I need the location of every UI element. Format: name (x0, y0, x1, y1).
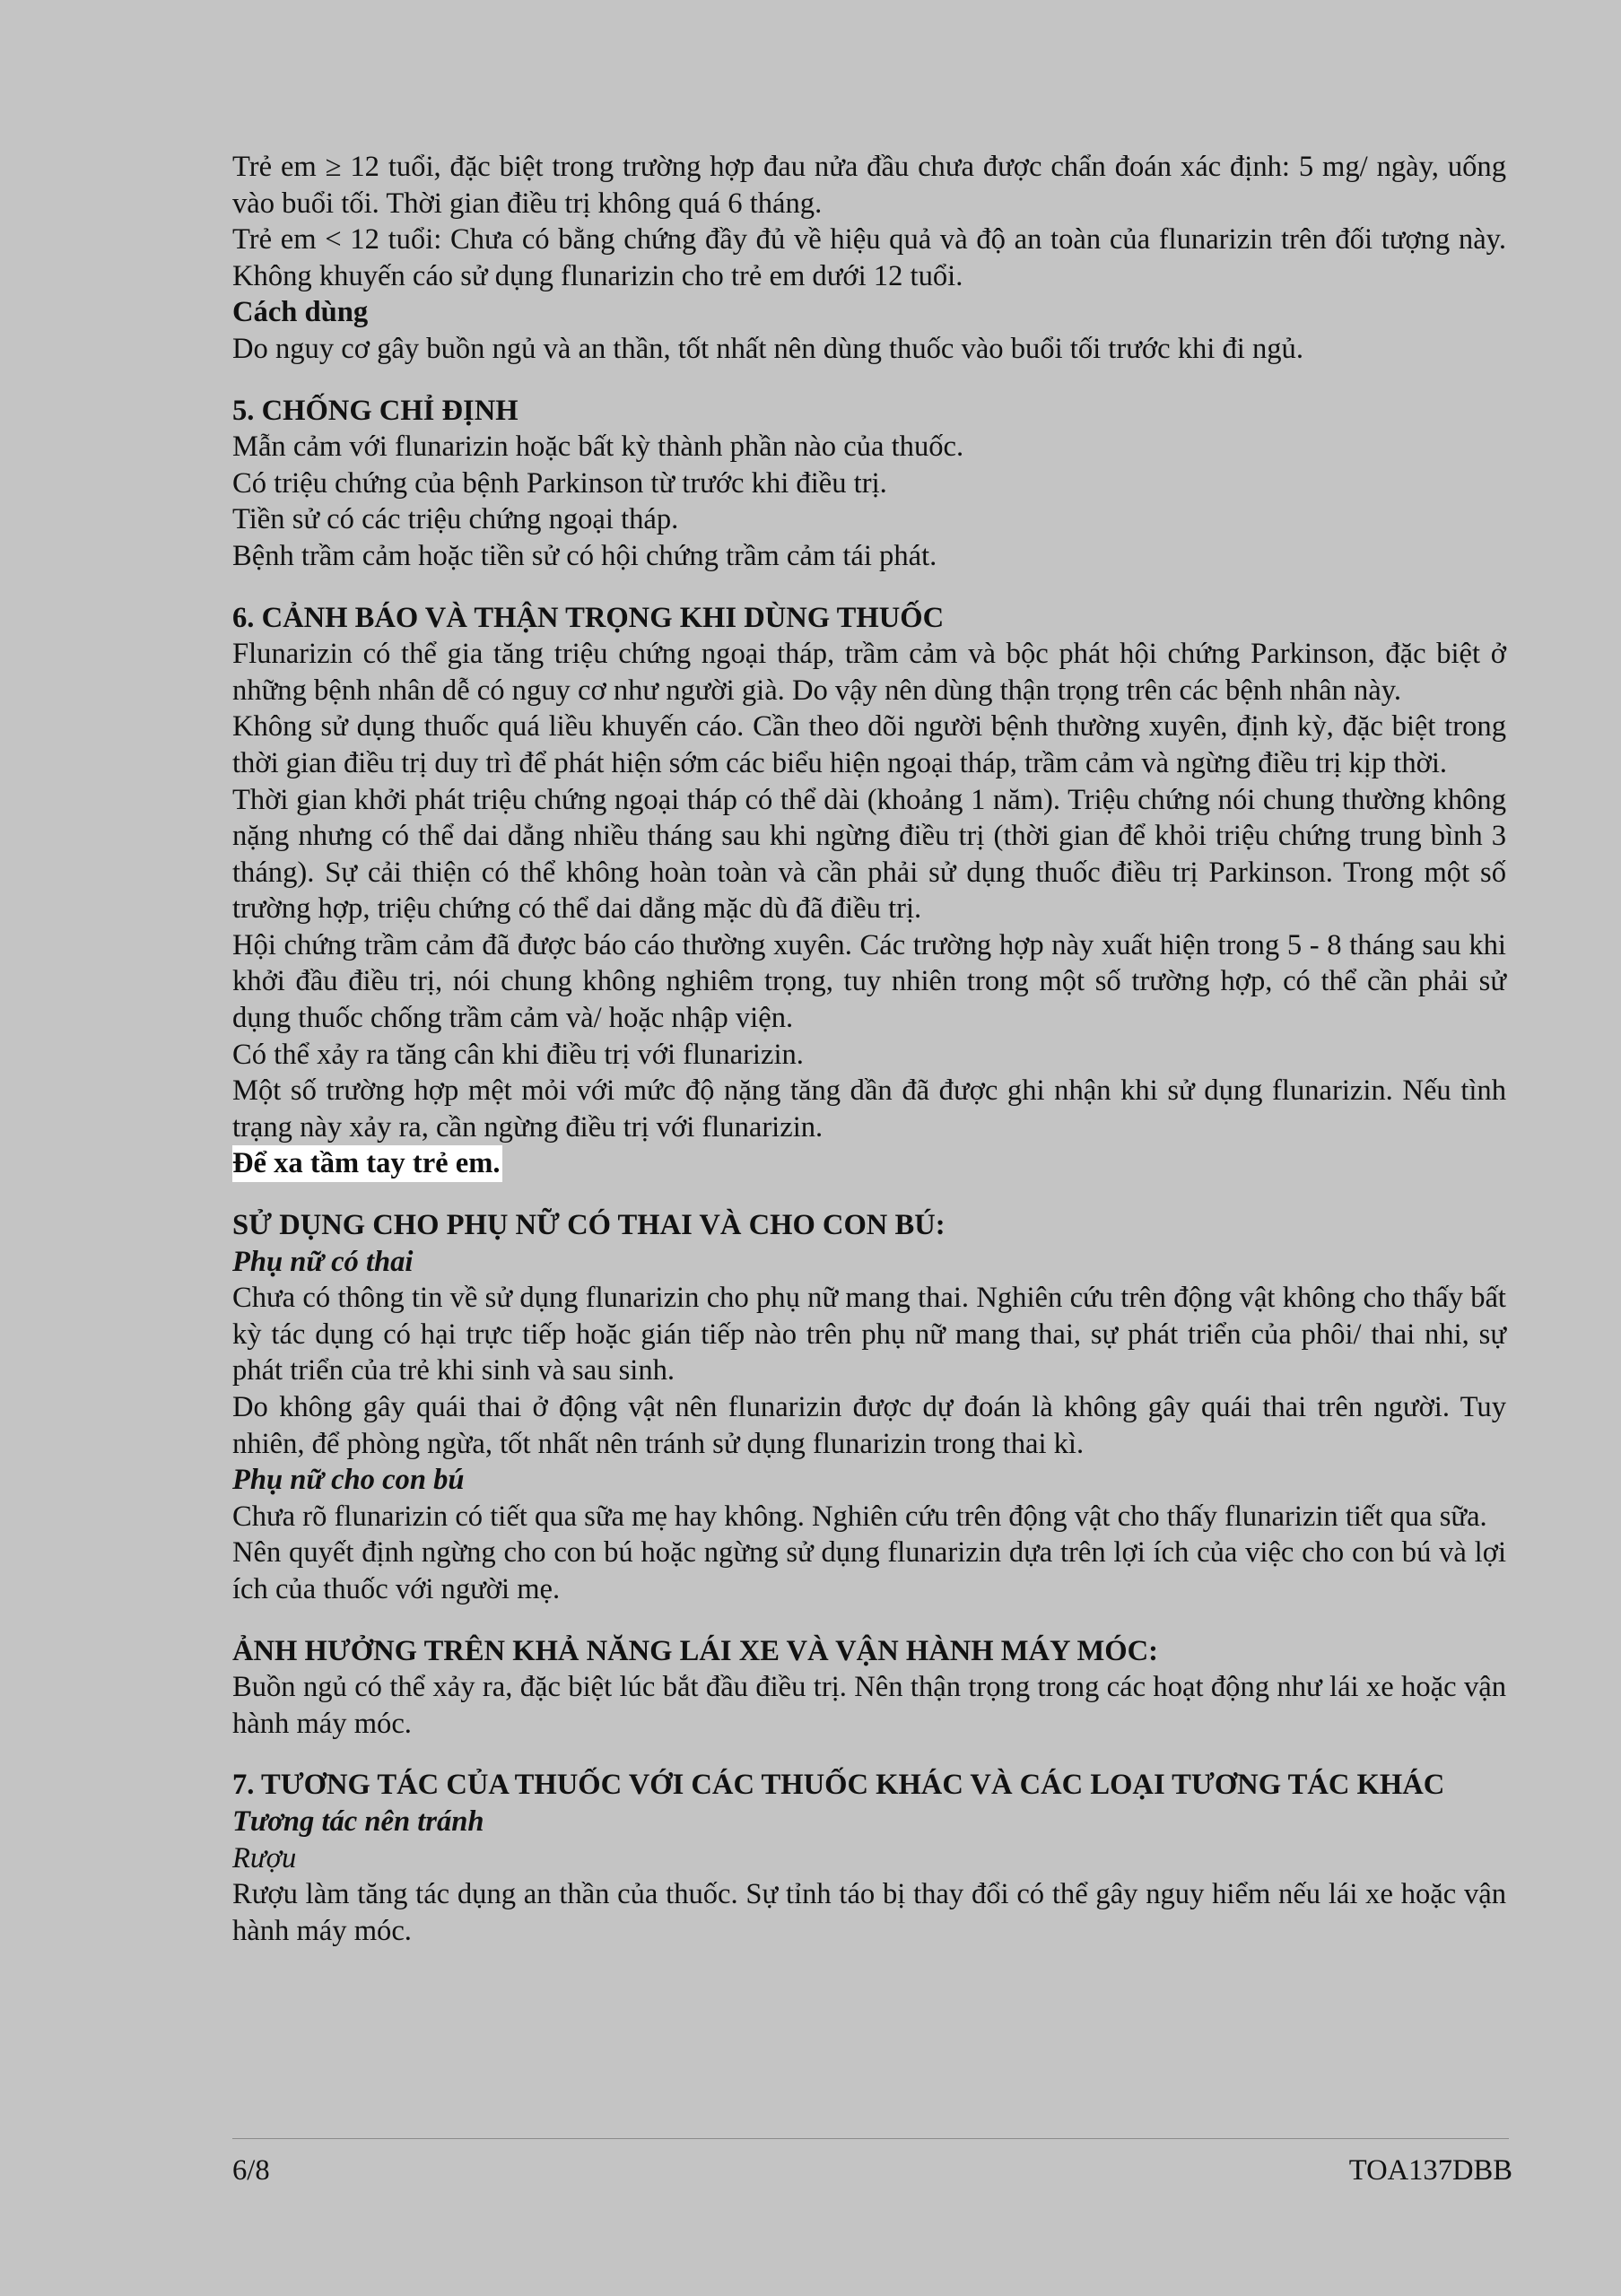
interactions-heading: 7. TƯƠNG TÁC CỦA THUỐC VỚI CÁC THUỐC KHÁC VÀ CÁC LOẠI TƯƠNG TÁC KHÁC (232, 1769, 1445, 1802)
pregnancy-paragraph: Do không gây quái thai ở động vật nên flunarizin được dự đoán là không gây quái thai trên người. Tuy nhiên, để phòng ngừa, tốt nhất nên tránh sử dụng flunarizin trong thai kì. (232, 1391, 1506, 1460)
warning-paragraph: Thời gian khởi phát triệu chứng ngoại tháp có thể dài (khoảng 1 năm). Triệu chứng nói chung thường không nặng nhưng có thể dai dẳng nhiều tháng sau khi ngừng điều trị (thời gian để khỏi triệu chứng trung bình 3 tháng). Sự cải thiện có thể không hoàn toàn và cần phải sử dụng thuốc điều trị Parkinson. Trong một số trường hợp, triệu chứng có thể dai dẳng mặc dù đã điều trị. (232, 783, 1506, 926)
document-code: TOA137DBB (1348, 2154, 1512, 2187)
driving-text: Buồn ngủ có thể xảy ra, đặc biệt lúc bắt đầu điều trị. Nên thận trọng trong các hoạt động như lái xe hoặc vận hành máy móc. (232, 1671, 1506, 1740)
usage-heading: Cách dùng (232, 296, 369, 329)
contraindication-line: Tiền sử có các triệu chứng ngoại tháp. (232, 503, 679, 536)
child-safety-line (232, 1145, 1506, 1182)
alcohol-item: Rượu (232, 1841, 297, 1874)
document-body (232, 149, 1506, 1949)
footer-divider (232, 2138, 1509, 2139)
pregnancy-heading: SỬ DỤNG CHO PHỤ NỮ CÓ THAI VÀ CHO CON BÚ: (232, 1209, 946, 1242)
warning-paragraph: Hội chứng trầm cảm đã được báo cáo thường xuyên. Các trường hợp này xuất hiện trong 5 - 8 tháng sau khi khởi đầu điều trị, nói chung không nghiêm trọng, tuy nhiên trong một số trường hợp, có thể cần phải sử dụng thuốc chống trầm cảm và/ hoặc nhập viện. (232, 928, 1506, 1035)
breastfeeding-subheading: Phụ nữ cho con bú (232, 1464, 465, 1497)
avoid-interactions-subheading: Tương tác nên tránh (232, 1805, 484, 1838)
breastfeeding-paragraph: Nên quyết định ngừng cho con bú hoặc ngừng sử dụng flunarizin dựa trên lợi ích của việc cho con bú và lợi ích của thuốc với người mẹ. (232, 1536, 1506, 1605)
driving-heading: ẢNH HƯỞNG TRÊN KHẢ NĂNG LÁI XE VÀ VẬN HÀNH MÁY MÓC: (232, 1634, 1158, 1667)
contraindications-heading: 5. CHỐNG CHỈ ĐỊNH (232, 394, 519, 427)
contraindication-line: Bệnh trầm cảm hoặc tiền sử có hội chứng trầm cảm tái phát. (232, 539, 937, 572)
warning-paragraph: Một số trường hợp mệt mỏi với mức độ nặng tăng dần đã được ghi nhận khi sử dụng flunarizin. Nếu tình trạng này xảy ra, cần ngừng điều trị với flunarizin. (232, 1074, 1506, 1144)
dosage-children-over-12: Trẻ em ≥ 12 tuổi, đặc biệt trong trường hợp đau nửa đầu chưa được chẩn đoán xác định: 5 mg/ ngày, uống vào buổi tối. Thời gian điều trị không quá 6 tháng. (232, 151, 1506, 220)
pregnant-women-subheading: Phụ nữ có thai (232, 1245, 414, 1278)
warning-paragraph: Không sử dụng thuốc quá liều khuyến cáo. Cần theo dõi người bệnh thường xuyên, định kỳ, đặc biệt trong thời gian điều trị duy trì để phát hiện sớm các biểu hiện ngoại tháp, trầm cảm và ngừng điều trị kịp thời. (232, 710, 1506, 779)
page-number: 6/8 (232, 2154, 270, 2187)
warnings-heading: 6. CẢNH BÁO VÀ THẬN TRỌNG KHI DÙNG THUỐC (232, 601, 945, 634)
dosage-children-under-12: Trẻ em < 12 tuổi: Chưa có bằng chứng đầy đủ về hiệu quả và độ an toàn của flunarizin trên đối tượng này. Không khuyến cáo sử dụng flunarizin cho trẻ em dưới 12 tuổi. (232, 223, 1506, 292)
contraindication-line: Có triệu chứng của bệnh Parkinson từ trước khi điều trị. (232, 466, 887, 500)
pregnancy-paragraph: Chưa có thông tin về sử dụng flunarizin cho phụ nữ mang thai. Nghiên cứu trên động vật không cho thấy bất kỳ tác dụng có hại trực tiếp hoặc gián tiếp nào trên phụ nữ mang thai, sự phát triển của phôi/ thai nhi, sự phát triển của trẻ khi sinh và sau sinh. (232, 1282, 1506, 1387)
alcohol-text: Rượu làm tăng tác dụng an thần của thuốc. Sự tỉnh táo bị thay đổi có thể gây nguy hiểm nếu lái xe hoặc vận hành máy móc. (232, 1878, 1506, 1947)
usage-text: Do nguy cơ gây buồn ngủ và an thần, tốt nhất nên dùng thuốc vào buổi tối trước khi đi ngủ. (232, 332, 1303, 365)
contraindication-line: Mẫn cảm với flunarizin hoặc bất kỳ thành phần nào của thuốc. (232, 430, 964, 464)
warning-paragraph: Có thể xảy ra tăng cân khi điều trị với flunarizin. (232, 1038, 804, 1071)
breastfeeding-paragraph: Chưa rõ flunarizin có tiết qua sữa mẹ hay không. Nghiên cứu trên động vật cho thấy flunarizin tiết qua sữa. (232, 1500, 1487, 1533)
child-safety-notice: Để xa tầm tay trẻ em. (232, 1145, 502, 1182)
warning-paragraph: Flunarizin có thể gia tăng triệu chứng ngoại tháp, trầm cảm và bộc phát hội chứng Parkinson, đặc biệt ở những bệnh nhân dễ có nguy cơ như người già. Do vậy nên dùng thận trọng trên các bệnh nhân này. (232, 638, 1506, 707)
